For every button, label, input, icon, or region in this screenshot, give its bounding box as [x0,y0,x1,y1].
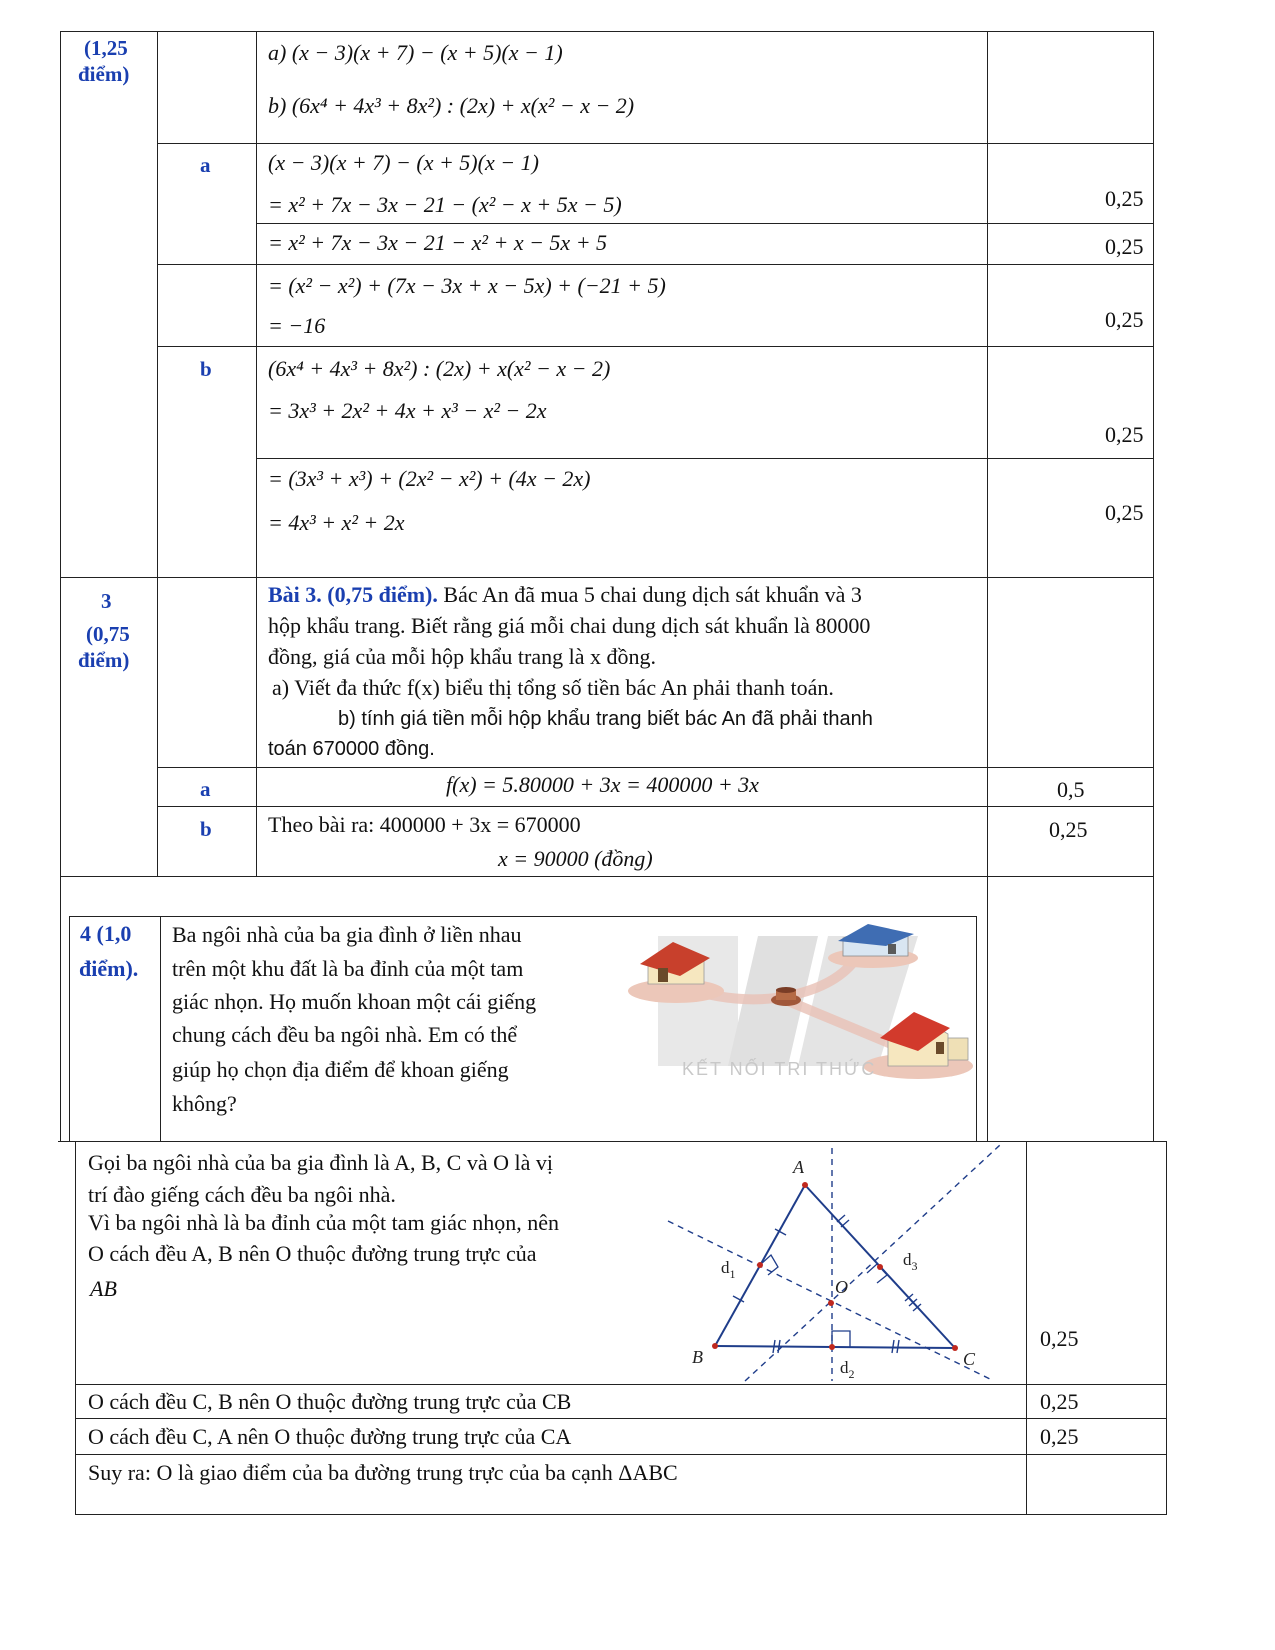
table-col3-border [987,31,988,1142]
q4-sol-line5: AB [90,1276,117,1301]
q4-sol-line4: O cách đều A, B nên O thuộc đường trung trực của [88,1241,537,1266]
q3-b-solution-1: Theo bài ra: 400000 + 3x = 670000 [268,812,581,837]
q3-points-label: (0,75 [86,622,130,646]
point-a [802,1182,808,1188]
q3-text6: toán 670000 đồng. [268,738,435,760]
q4-row3-score: 0,25 [1040,1424,1079,1449]
q4-sol-score-1: 0,25 [1040,1326,1079,1351]
point-b [712,1343,718,1349]
q4-text4: chung cách đều ba ngôi nhà. Em có thể [172,1022,518,1047]
label-d3: $d_3$ [903,1250,918,1273]
q4-row2-score: 0,25 [1040,1389,1079,1414]
row-line [75,1418,1167,1419]
q2-part-b-label: b [200,357,212,381]
row-line [157,767,1154,768]
row-line [60,577,1154,578]
q3-text-line1 [268,582,862,608]
q3-b-score: 0,25 [1049,817,1088,842]
q3-text5: b) tính giá tiền mỗi hộp khẩu trang biết bác An đã phải thanh [338,708,873,730]
row-line [75,1454,1167,1455]
label-o: O [835,1277,848,1297]
point-o [828,1300,834,1306]
q3-number: 3 [101,589,112,613]
lower-table-top [75,1141,1167,1142]
row-line [157,346,1154,347]
q3-title: Bài 3. (0,75 điểm). [268,582,438,607]
row-line [256,458,1154,459]
q4-box-divider [160,916,161,1141]
q4-text6: không? [172,1091,237,1116]
label-d1: $d_1$ [721,1258,736,1281]
q4-text1: Ba ngôi nhà của ba gia đình ở liền nhau [172,922,522,947]
q4-points-label-2: điểm). [79,956,139,981]
table-col1-border [157,31,158,876]
q3-part-b-label: b [200,817,212,841]
q2-b-line4: = 4x³ + x² + 2x [268,510,405,535]
label-c: C [963,1349,976,1369]
watermark-text: KẾT NỐI TRI THỨC [682,1059,877,1079]
q3-text1: Bác An đã mua 5 chai dung dịch sát khuẩn và 3 [437,582,862,607]
q2-score-5: 0,25 [1105,500,1144,525]
point-c [952,1345,958,1351]
q3-text4: a) Viết đa thức f(x) biểu thị tổng số tiền bác An phải thanh toán. [272,675,834,700]
q2-part-a-label: a [200,153,211,177]
q3-text2: hộp khẩu trang. Biết rằng giá mỗi chai dung dịch sát khuẩn là 80000 [268,613,871,638]
q4-text2: trên một khu đất là ba đỉnh của một tam [172,956,524,981]
lower-table-left [75,1141,76,1515]
houses-illustration [618,916,978,1090]
row-line [157,264,1154,265]
table-top-border [60,31,1154,32]
q4-sol-line3: Vì ba ngôi nhà là ba đỉnh của một tam giác nhọn, nên [88,1210,560,1235]
row-line [60,876,1154,877]
q3-text3: đồng, giá của mỗi hộp khẩu trang là x đồng. [268,644,656,669]
q2-a-line2: = x² + 7x − 3x − 21 − (x² − x + 5x − 5) [268,192,622,217]
label-a: A [793,1157,804,1177]
q2-a-line1: (x − 3)(x + 7) − (x + 5)(x − 1) [268,150,539,175]
row-line [157,143,1154,144]
q2-problem-a: a) (x − 3)(x + 7) − (x + 5)(x − 1) [268,40,563,65]
table-left-border [60,31,61,1142]
q3-a-score: 0,5 [1057,777,1085,802]
q3-part-a-label: a [200,777,211,801]
table-col2-border [256,31,257,876]
q3-points-label-2: điểm) [78,648,130,672]
q2-points-label: (1,25 [84,36,128,60]
perpendicular-bisector-d1 [668,1221,990,1379]
row-line [157,806,1154,807]
lower-table-bottom [75,1514,1167,1515]
q4-text5: giúp họ chọn địa điểm để khoan giếng [172,1057,509,1082]
q4-row4: Suy ra: O là giao điểm của ba đường trung trực của ba cạnh ΔABC [88,1460,678,1485]
q4-text3: giác nhọn. Họ muốn khoan một cái giếng [172,989,537,1014]
q4-row3: O cách đều C, A nên O thuộc đường trung trực của CA [88,1424,572,1449]
q3-a-solution: f(x) = 5.80000 + 3x = 400000 + 3x [446,772,759,797]
q2-points-label-2: điểm) [78,62,130,86]
q2-problem-b: b) (6x⁴ + 4x³ + 8x²) : (2x) + x(x² − x − 2) [268,93,635,118]
q2-b-line1: (6x⁴ + 4x³ + 8x²) : (2x) + x(x² − x − 2) [268,356,611,381]
row-line [75,1384,1167,1385]
q2-score-4: 0,25 [1105,422,1144,447]
q3-b-solution-2: x = 90000 (đồng) [498,846,653,871]
triangle-figure [665,1143,1025,1383]
q2-b-line3: = (3x³ + x³) + (2x² − x²) + (4x − 2x) [268,466,591,491]
q2-a-line4: = (x² − x²) + (7x − 3x + x − 5x) + (−21 + 5) [268,273,666,298]
label-d2: $d_2$ [840,1358,855,1381]
triangle-abc [715,1185,955,1348]
row-line [256,223,1154,224]
q4-sol-line1: Gọi ba ngôi nhà của ba gia đình là A, B, C và O là vị [88,1150,553,1175]
q4-sol-line2: trí đào giếng cách đều ba ngôi nhà. [88,1182,396,1207]
label-b: B [692,1347,703,1367]
q2-score-2: 0,25 [1105,234,1144,259]
q4-row2: O cách đều C, B nên O thuộc đường trung trực của CB [88,1389,572,1414]
q2-b-line2: = 3x³ + 2x² + 4x + x³ − x² − 2x [268,398,547,423]
q2-a-line3: = x² + 7x − 3x − 21 − x² + x − 5x + 5 [268,230,608,255]
q2-score-1: 0,25 [1105,186,1144,211]
lower-table-col [1026,1141,1027,1515]
lower-table-right [1166,1141,1167,1515]
q4-points-label: 4 (1,0 [80,921,132,946]
q2-a-line5: = −16 [268,313,326,338]
q2-score-3: 0,25 [1105,307,1144,332]
